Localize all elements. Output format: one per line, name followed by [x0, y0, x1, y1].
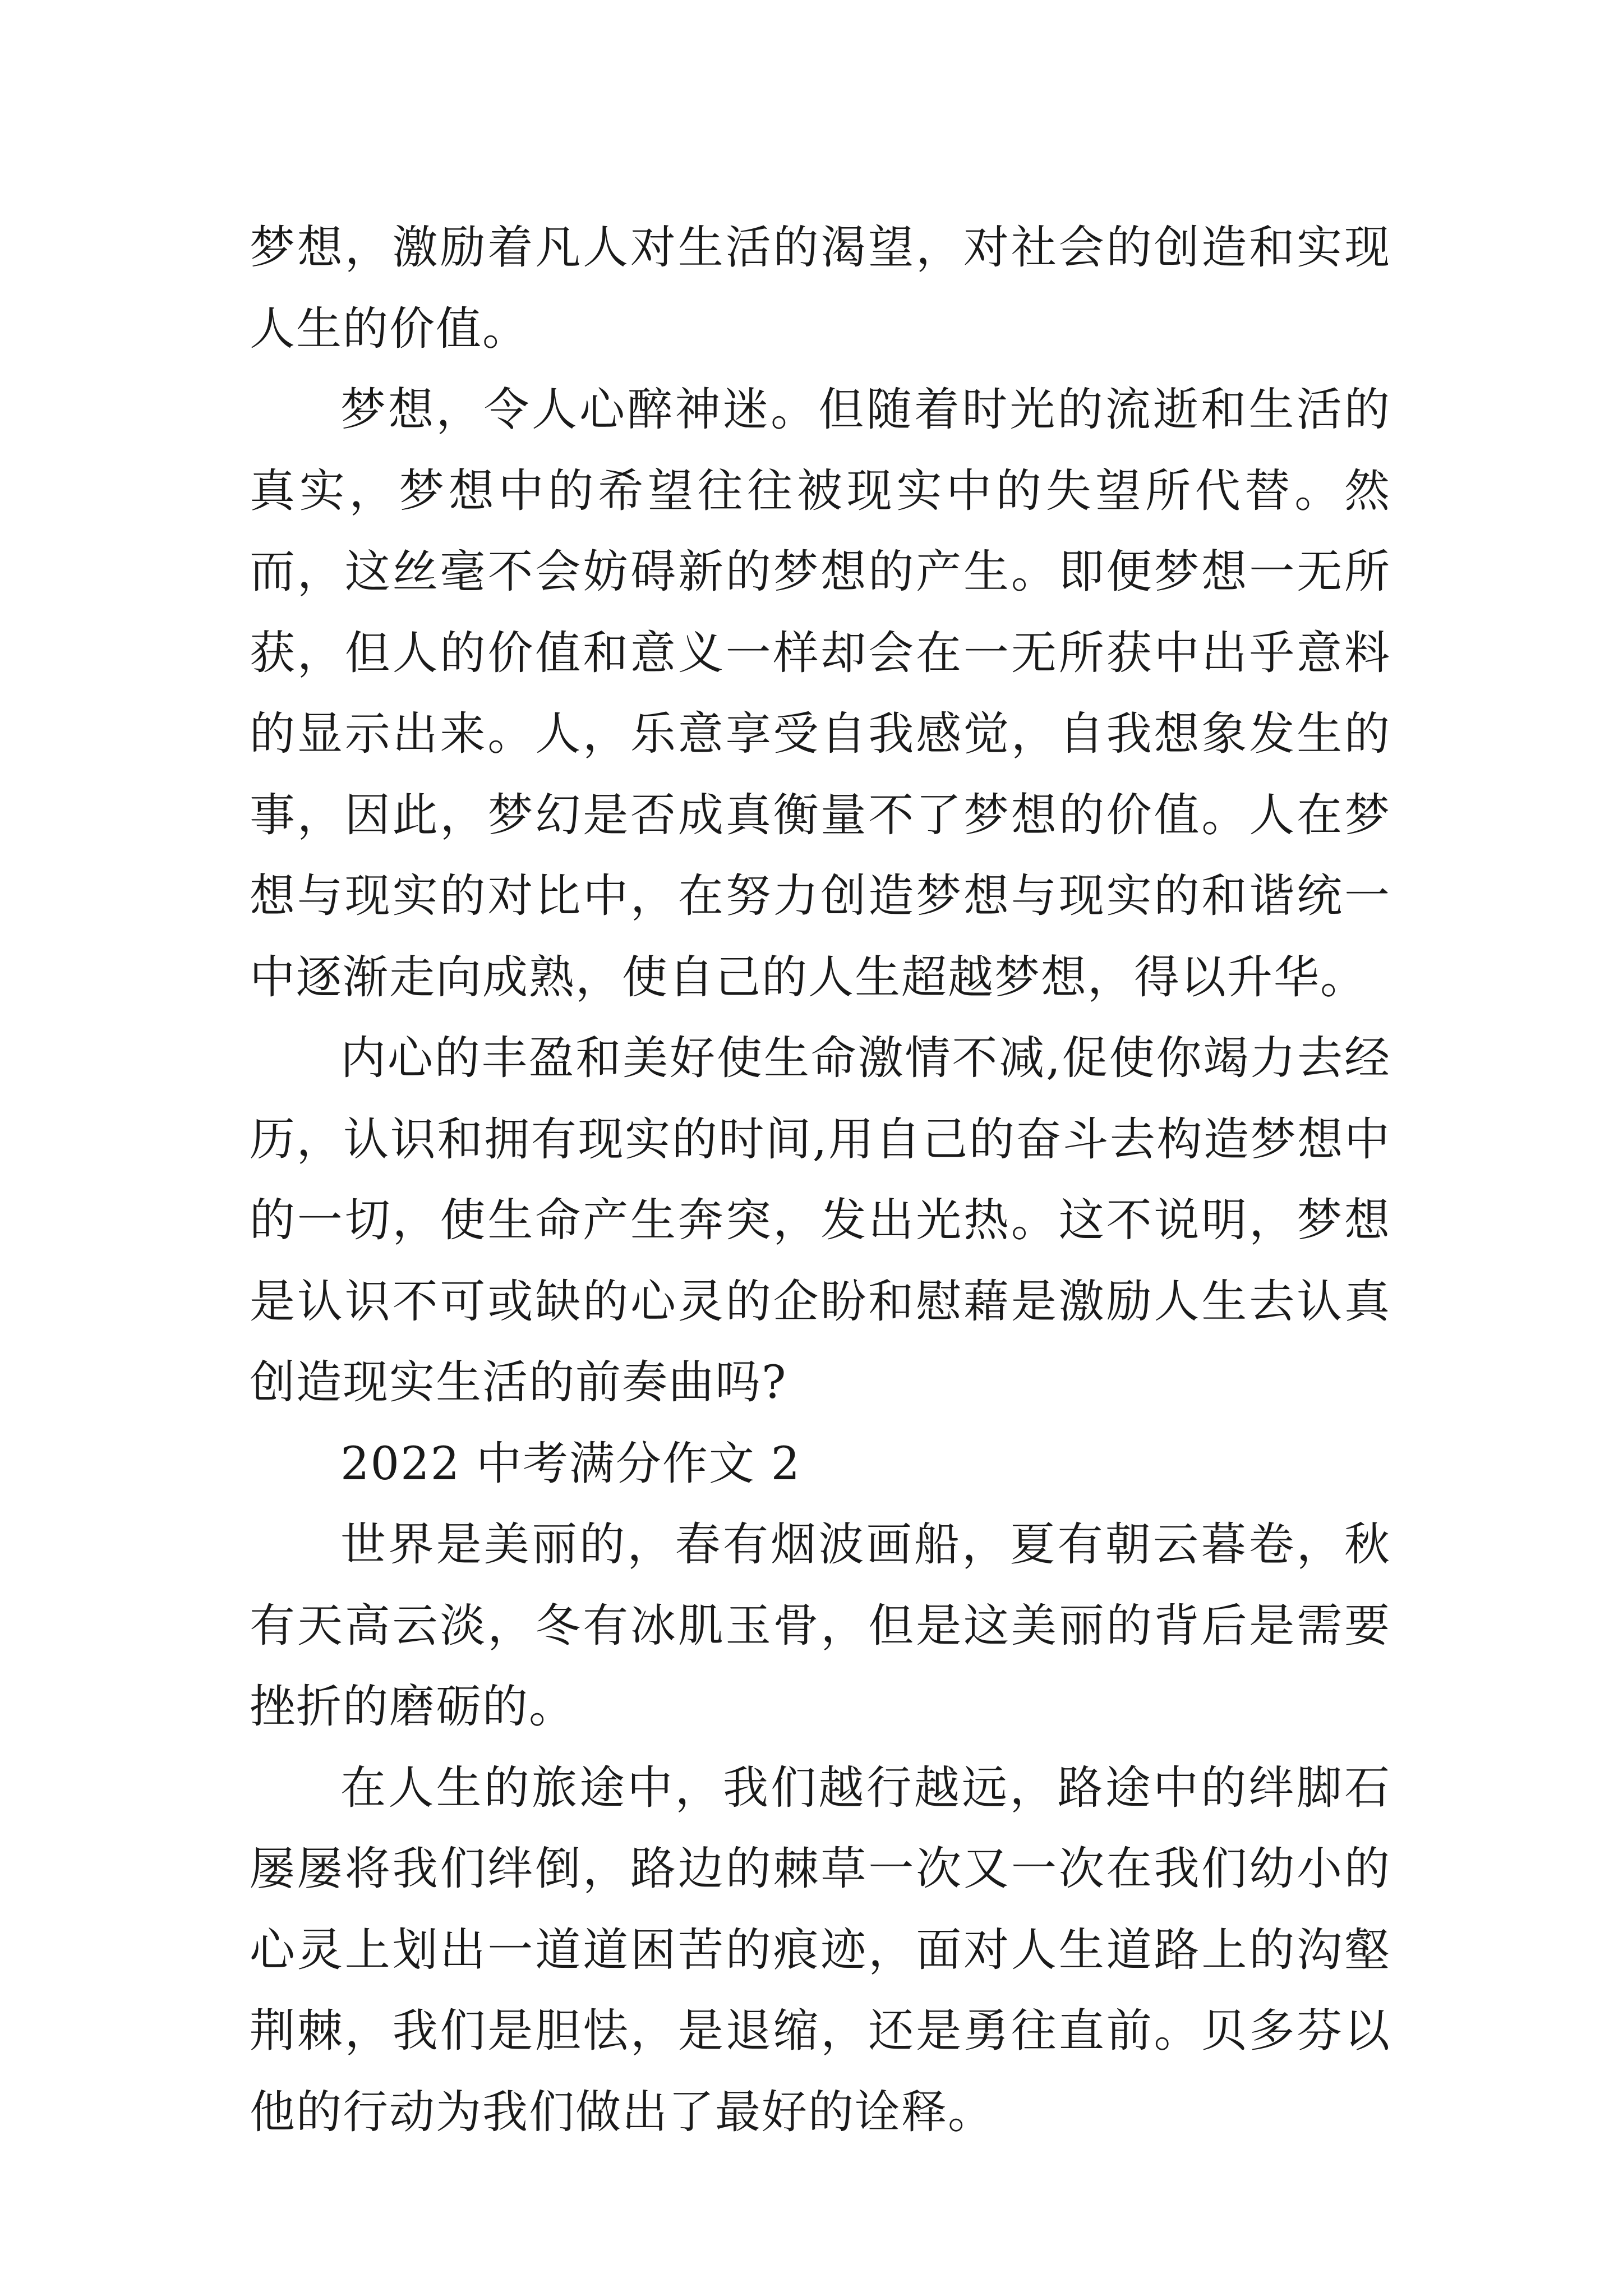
paragraph: 内心的丰盈和美好使生命激情不减,促使你竭力去经历，认识和拥有现实的时间,用自己的奋斗去构造梦想中的一切，使生命产生奔突，发出光热。这不说明，梦想是认识不可或缺的心灵的企盼和慰藉是激励人生去认真创造现实生活的前奏曲吗?	[250, 1032, 1391, 1409]
paragraph-continued: 梦想，激励着凡人对生活的渴望，对社会的创造和实现人生的价值。	[250, 222, 1391, 356]
section-heading: 2022 中考满分作文 2	[340, 1437, 801, 1490]
paragraph: 梦想，令人心醉神迷。但随着时光的流逝和生活的真实，梦想中的希望往往被现实中的失望所代替。然而，这丝毫不会妨碍新的梦想的产生。即便梦想一无所获，但人的价值和意义一样却会在一无所获中出乎意料的显示出来。人，乐意享受自我感觉，自我想象发生的事，因此，梦幻是否成真衡量不了梦想的价值。人在梦想与现实的对比中，在努力创造梦想与现实的和谐统一中逐渐走向成熟，使自己的人生超越梦想，得以升华。	[250, 384, 1391, 1004]
article-body	[250, 208, 1391, 2153]
paragraph: 在人生的旅途中，我们越行越远，路途中的绊脚石屡屡将我们绊倒，路边的棘草一次又一次在我们幼小的心灵上划出一道道困苦的痕迹，面对人生道路上的沟壑荆棘，我们是胆怯，是退缩，还是勇往直前。贝多芬以他的行动为我们做出了最好的诠释。	[250, 1761, 1391, 2139]
paragraph: 世界是美丽的，春有烟波画船，夏有朝云暮卷，秋有天高云淡，冬有冰肌玉骨，但是这美丽的背后是需要挫折的磨砺的。	[250, 1519, 1391, 1733]
